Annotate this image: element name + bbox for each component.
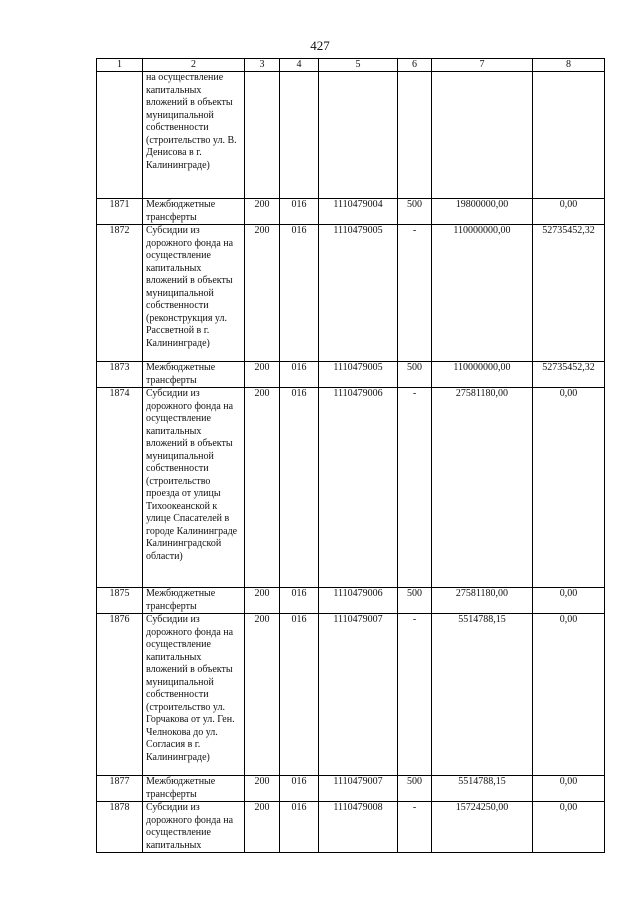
row-name: Субсидии из дорожного фонда на осуществление капитальных xyxy=(143,802,245,853)
table-row xyxy=(97,776,605,802)
row-amount-planned: 27581180,00 xyxy=(432,388,533,588)
row-amount-executed: 0,00 xyxy=(533,776,605,802)
row-expense-type: - xyxy=(398,614,432,776)
row-amount-planned: 27581180,00 xyxy=(432,588,533,614)
row-expense-type: 500 xyxy=(398,776,432,802)
row-number xyxy=(97,72,143,199)
row-amount-planned: 15724250,00 xyxy=(432,802,533,853)
row-name: Субсидии из дорожного фонда на осуществление капитальных вложений в объекты муниципальной собственности (реконструкция ул. Рассветной в г. Калининграде) xyxy=(143,225,245,362)
row-amount-executed: 52735452,32 xyxy=(533,362,605,388)
row-number: 1871 xyxy=(97,199,143,225)
row-target-code: 1110479007 xyxy=(319,614,398,776)
row-subsection: 016 xyxy=(280,776,319,802)
row-name: Субсидии из дорожного фонда на осуществление капитальных вложений в объекты муниципальной собственности (строительство ул. Горчакова от ул. Ген. Челнокова до ул. Согласия в г. Калининграде) xyxy=(143,614,245,776)
row-subsection: 016 xyxy=(280,588,319,614)
row-name: на осуществление капитальных вложений в объекты муниципальной собственности (строительство ул. В. Денисова в г. Калининграде) xyxy=(143,72,245,199)
row-number: 1872 xyxy=(97,225,143,362)
row-amount-executed: 0,00 xyxy=(533,614,605,776)
row-section: 200 xyxy=(245,388,280,588)
row-subsection: 016 xyxy=(280,388,319,588)
row-expense-type: - xyxy=(398,225,432,362)
row-amount-executed: 0,00 xyxy=(533,199,605,225)
row-section: 200 xyxy=(245,776,280,802)
row-target-code: 1110479006 xyxy=(319,588,398,614)
row-section: 200 xyxy=(245,225,280,362)
row-amount-planned xyxy=(432,72,533,199)
row-subsection: 016 xyxy=(280,614,319,776)
row-amount-planned: 110000000,00 xyxy=(432,362,533,388)
row-target-code: 1110479008 xyxy=(319,802,398,853)
column-header-8: 8 xyxy=(533,59,605,72)
column-header-7: 7 xyxy=(432,59,533,72)
row-number: 1874 xyxy=(97,388,143,588)
table-body xyxy=(97,72,605,853)
row-section: 200 xyxy=(245,199,280,225)
column-header-1: 1 xyxy=(97,59,143,72)
row-section: 200 xyxy=(245,588,280,614)
row-name: Межбюджетные трансферты xyxy=(143,199,245,225)
table-row xyxy=(97,362,605,388)
row-section: 200 xyxy=(245,802,280,853)
column-header-2: 2 xyxy=(143,59,245,72)
row-expense-type: 500 xyxy=(398,199,432,225)
column-header-5: 5 xyxy=(319,59,398,72)
row-number: 1876 xyxy=(97,614,143,776)
row-subsection xyxy=(280,72,319,199)
row-amount-planned: 5514788,15 xyxy=(432,776,533,802)
row-name: Межбюджетные трансферты xyxy=(143,776,245,802)
row-section: 200 xyxy=(245,362,280,388)
column-header-6: 6 xyxy=(398,59,432,72)
page-number: 427 xyxy=(310,38,330,53)
row-section: 200 xyxy=(245,614,280,776)
row-amount-planned: 110000000,00 xyxy=(432,225,533,362)
row-subsection: 016 xyxy=(280,802,319,853)
column-header-3: 3 xyxy=(245,59,280,72)
row-target-code xyxy=(319,72,398,199)
table-row xyxy=(97,388,605,588)
table-row xyxy=(97,72,605,199)
table-row xyxy=(97,225,605,362)
row-number: 1873 xyxy=(97,362,143,388)
budget-table xyxy=(96,58,605,853)
row-target-code: 1110479006 xyxy=(319,388,398,588)
row-amount-executed: 0,00 xyxy=(533,388,605,588)
row-amount-executed xyxy=(533,72,605,199)
row-subsection: 016 xyxy=(280,362,319,388)
table-header-row xyxy=(97,59,605,72)
row-amount-executed: 52735452,32 xyxy=(533,225,605,362)
row-name: Межбюджетные трансферты xyxy=(143,588,245,614)
row-number: 1875 xyxy=(97,588,143,614)
row-subsection: 016 xyxy=(280,199,319,225)
column-header-4: 4 xyxy=(280,59,319,72)
row-target-code: 1110479005 xyxy=(319,225,398,362)
row-amount-planned: 5514788,15 xyxy=(432,614,533,776)
row-amount-planned: 19800000,00 xyxy=(432,199,533,225)
row-name: Межбюджетные трансферты xyxy=(143,362,245,388)
table-row xyxy=(97,588,605,614)
row-target-code: 1110479005 xyxy=(319,362,398,388)
table-row xyxy=(97,199,605,225)
row-target-code: 1110479007 xyxy=(319,776,398,802)
row-subsection: 016 xyxy=(280,225,319,362)
row-expense-type: - xyxy=(398,388,432,588)
row-section xyxy=(245,72,280,199)
row-expense-type xyxy=(398,72,432,199)
row-expense-type: - xyxy=(398,802,432,853)
row-name: Субсидии из дорожного фонда на осуществление капитальных вложений в объекты муниципальной собственности (строительство проезда от улицы Тихоокеанской к улице Спасателей в городе Калининграде Калининградской области) xyxy=(143,388,245,588)
row-amount-executed: 0,00 xyxy=(533,802,605,853)
table-row xyxy=(97,614,605,776)
row-amount-executed: 0,00 xyxy=(533,588,605,614)
row-number: 1878 xyxy=(97,802,143,853)
row-expense-type: 500 xyxy=(398,362,432,388)
row-expense-type: 500 xyxy=(398,588,432,614)
table-row xyxy=(97,802,605,853)
row-target-code: 1110479004 xyxy=(319,199,398,225)
row-number: 1877 xyxy=(97,776,143,802)
